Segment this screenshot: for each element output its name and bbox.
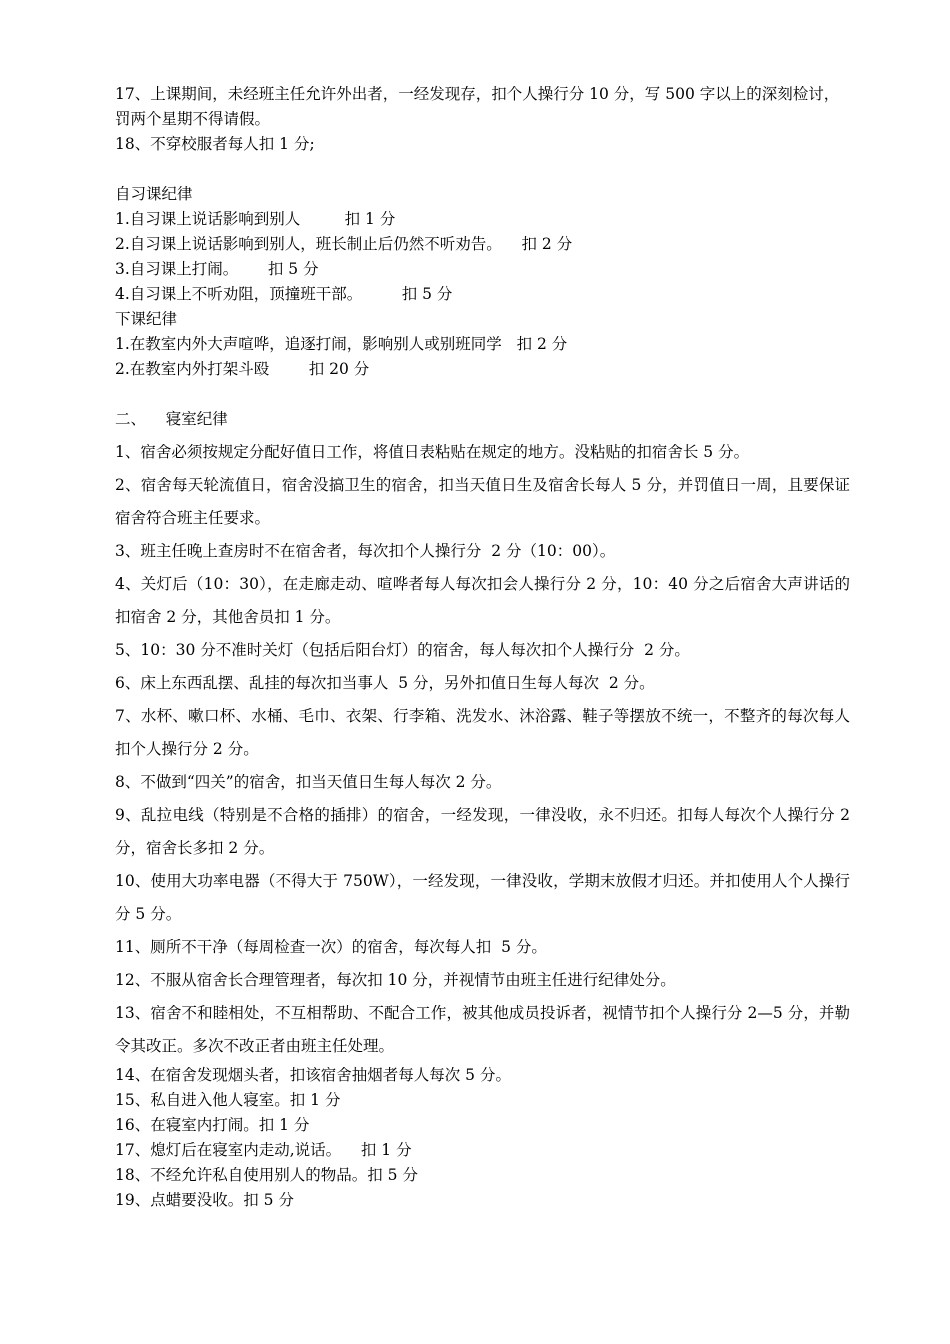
- dorm-rule: 11、厕所不干净（每周检查一次）的宿舍，每次每人扣 5 分。: [115, 938, 547, 956]
- dorm-rule: 13、宿舍不和睦相处，不互相帮助、不配合工作，被其他成员投诉者，视情节扣个人操行分 2—5 分，并勒令其改正。多次不改正者由班主任处理。: [115, 1004, 850, 1055]
- spacer: [115, 157, 850, 182]
- dorm-rule-short: 14、在宿舍发现烟头者，扣该宿舍抽烟者每人每次 5 分。: [115, 1066, 511, 1084]
- rule-line: 4.自习课上不听劝阻，顶撞班干部。 扣 5 分: [115, 285, 453, 303]
- dorm-rule: 7、水杯、嗽口杯、水桶、毛巾、衣架、行李箱、洗发水、沐浴露、鞋子等摆放不统一，不整齐的每次每人扣个人操行分 2 分。: [115, 707, 850, 758]
- dorm-rule: 2、宿舍每天轮流值日，宿舍没搞卫生的宿舍，扣当天值日生及宿舍长每人 5 分，并罚值日一周，且要保证宿舍符合班主任要求。: [115, 476, 850, 527]
- dorm-rule: 8、不做到“四关”的宿舍，扣当天值日生每人每次 2 分。: [115, 773, 502, 791]
- dorm-rule: 1、宿舍必须按规定分配好值日工作，将值日表粘贴在规定的地方。没粘贴的扣宿舍长 5 分。: [115, 443, 750, 461]
- dorm-rule-short: 18、不经允许私自使用别人的物品。扣 5 分: [115, 1166, 418, 1184]
- section-heading-self-study: 自习课纪律: [115, 185, 193, 203]
- dorm-rule-short: 19、点蜡要没收。扣 5 分: [115, 1191, 294, 1209]
- rule-line: 17、上课期间，未经班主任允许外出者，一经发现存，扣个人操行分 10 分，写 500 字以上的深刻检讨，罚两个星期不得请假。: [115, 85, 840, 128]
- dorm-rule-short: 15、私自进入他人寝室。扣 1 分: [115, 1091, 341, 1109]
- section-heading-dorm: 二、 寝室纪律: [115, 410, 228, 428]
- dorm-rule: 12、不服从宿舍长合理管理者，每次扣 10 分，并视情节由班主任进行纪律处分。: [115, 971, 676, 989]
- dorm-rule: 6、床上东西乱摆、乱挂的每次扣当事人 5 分，另外扣值日生每人每次 2 分。: [115, 674, 655, 692]
- rule-line: 3.自习课上打闹。 扣 5 分: [115, 260, 319, 278]
- rule-line: 2.自习课上说话影响到别人，班长制止后仍然不听劝告。 扣 2 分: [115, 235, 573, 253]
- dorm-rule-short: 17、熄灯后在寝室内走动,说话。 扣 1 分: [115, 1141, 412, 1159]
- dorm-rule: 4、关灯后（10：30），在走廊走动、喧哗者每人每次扣会人操行分 2 分，10：40 分之后宿舍大声讲话的扣宿舍 2 分，其他舍员扣 1 分。: [115, 575, 850, 626]
- section-heading-after-class: 下课纪律: [115, 310, 178, 328]
- rule-line: 2.在教室内外打架斗殴 扣 20 分: [115, 360, 370, 378]
- dorm-rule: 9、乱拉电线（特别是不合格的插排）的宿舍，一经发现，一律没收，永不归还。扣每人每次个人操行分 2 分，宿舍长多扣 2 分。: [115, 806, 855, 857]
- rule-line: 18、不穿校服者每人扣 1 分;: [115, 135, 315, 153]
- spacer: [115, 382, 850, 407]
- dorm-rule: 5、10：30 分不准时关灯（包括后阳台灯）的宿舍，每人每次扣个人操行分 2 分。: [115, 641, 690, 659]
- rule-line: 1.在教室内外大声喧哗，追逐打闹，影响别人或别班同学 扣 2 分: [115, 335, 568, 353]
- dorm-rule-short: 16、在寝室内打闹。扣 1 分: [115, 1116, 310, 1134]
- dorm-rule: 10、使用大功率电器（不得大于 750W），一经发现，一律没收，学期末放假才归还。并扣使用人个人操行分 5 分。: [115, 872, 850, 923]
- rule-line: 1.自习课上说话影响到别人 扣 1 分: [115, 210, 396, 228]
- dorm-rule: 3、班主任晚上查房时不在宿舍者，每次扣个人操行分 2 分（10：00）。: [115, 542, 616, 560]
